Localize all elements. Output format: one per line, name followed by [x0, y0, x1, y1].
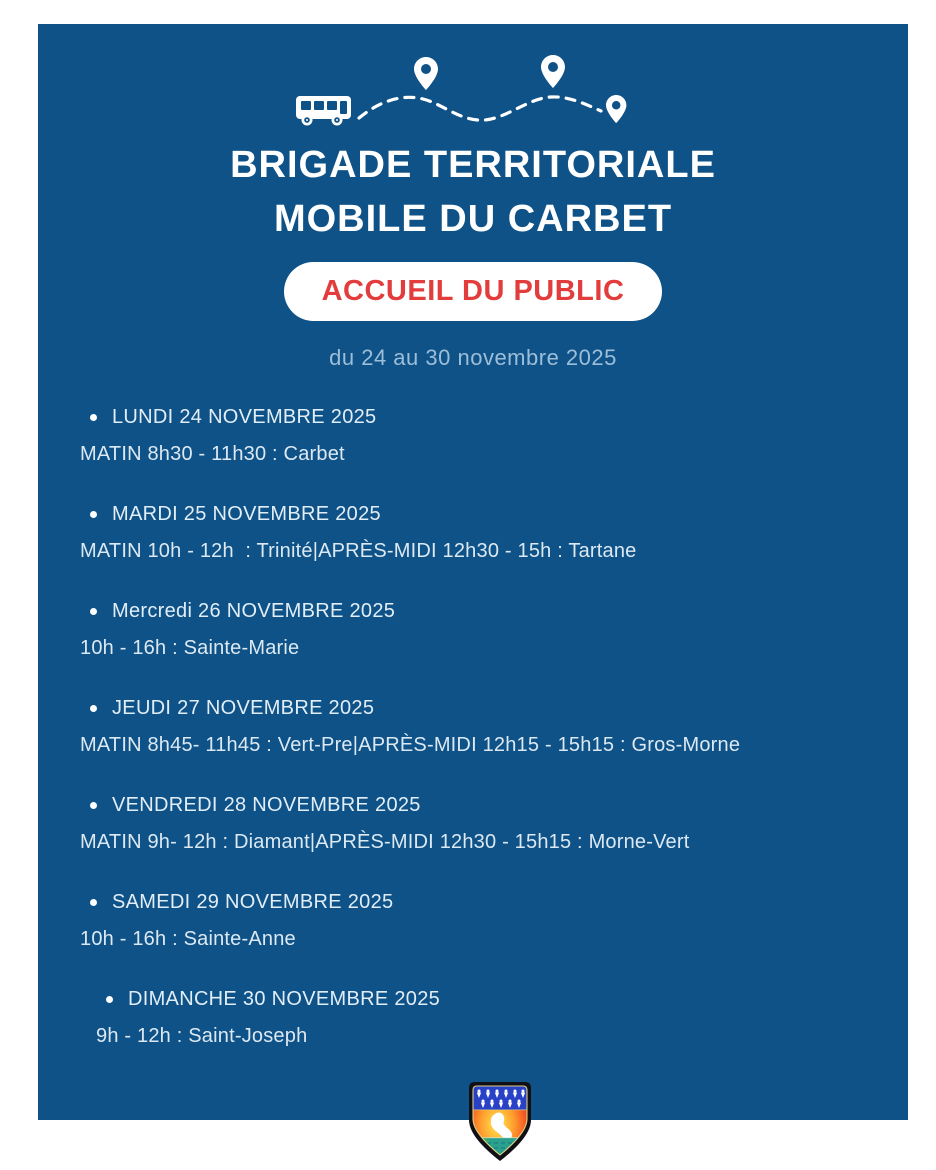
schedule-item-sunday [58, 981, 888, 1055]
bus-route-graphic [293, 54, 653, 132]
bus-icon [296, 96, 351, 126]
schedule-day: SAMEDI 29 NOVEMBRE 2025 [112, 891, 394, 913]
bullet-icon [90, 414, 97, 421]
bullet-icon [90, 802, 97, 809]
schedule-hours: MATIN 9h- 12h : Diamant|APRÈS-MIDI 12h30 - 15h15 : Morne-Vert [80, 831, 690, 853]
map-pin-icon-3 [606, 95, 626, 123]
bullet-icon [90, 511, 97, 518]
schedule-hours: 10h - 16h : Sainte-Anne [80, 928, 296, 950]
schedule-hours: MATIN 8h45- 11h45 : Vert-Pre|APRÈS-MIDI 12h15 - 15h15 : Gros-Morne [80, 734, 741, 756]
schedule-day: MARDI 25 NOVEMBRE 2025 [112, 503, 381, 525]
schedule-item-thursday [58, 690, 888, 764]
map-pin-icon-1 [414, 57, 438, 90]
schedule-day: DIMANCHE 30 NOVEMBRE 2025 [128, 988, 441, 1010]
martinique-crest-logo [464, 1080, 536, 1164]
schedule-list [58, 399, 888, 1078]
bullet-icon [106, 996, 113, 1003]
schedule-item-wednesday [58, 593, 888, 667]
schedule-hours: 9h - 12h : Saint-Joseph [96, 1025, 308, 1047]
date-range: du 24 au 30 novembre 2025 [329, 345, 617, 370]
bullet-icon [90, 705, 97, 712]
dashed-route-path [359, 97, 601, 120]
schedule-day: Mercredi 26 NOVEMBRE 2025 [112, 600, 396, 622]
schedule-item-monday [58, 399, 888, 473]
schedule-item-friday [58, 787, 888, 861]
schedule-day: LUNDI 24 NOVEMBRE 2025 [112, 406, 377, 428]
schedule-hours: 10h - 16h : Sainte-Marie [80, 637, 300, 659]
bullet-icon [90, 899, 97, 906]
poster-background [38, 24, 908, 1120]
bullet-icon [90, 608, 97, 615]
map-pin-icon-2 [541, 55, 565, 88]
page-title [38, 138, 908, 246]
schedule-item-tuesday [58, 496, 888, 570]
schedule-day: VENDREDI 28 NOVEMBRE 2025 [112, 794, 421, 816]
accueil-badge-label: ACCUEIL DU PUBLIC [321, 275, 625, 307]
schedule-hours: MATIN 8h30 - 11h30 : Carbet [80, 443, 345, 465]
schedule-item-saturday [58, 884, 888, 958]
schedule-hours: MATIN 10h - 12h : Trinité|APRÈS-MIDI 12h30 - 15h : Tartane [80, 540, 637, 562]
title-line-2: MOBILE DU CARBET [273, 198, 673, 240]
title-line-1: BRIGADE TERRITORIALE [230, 144, 716, 186]
accueil-badge [284, 262, 663, 321]
poster-header [38, 54, 908, 371]
schedule-day: JEUDI 27 NOVEMBRE 2025 [112, 697, 375, 719]
